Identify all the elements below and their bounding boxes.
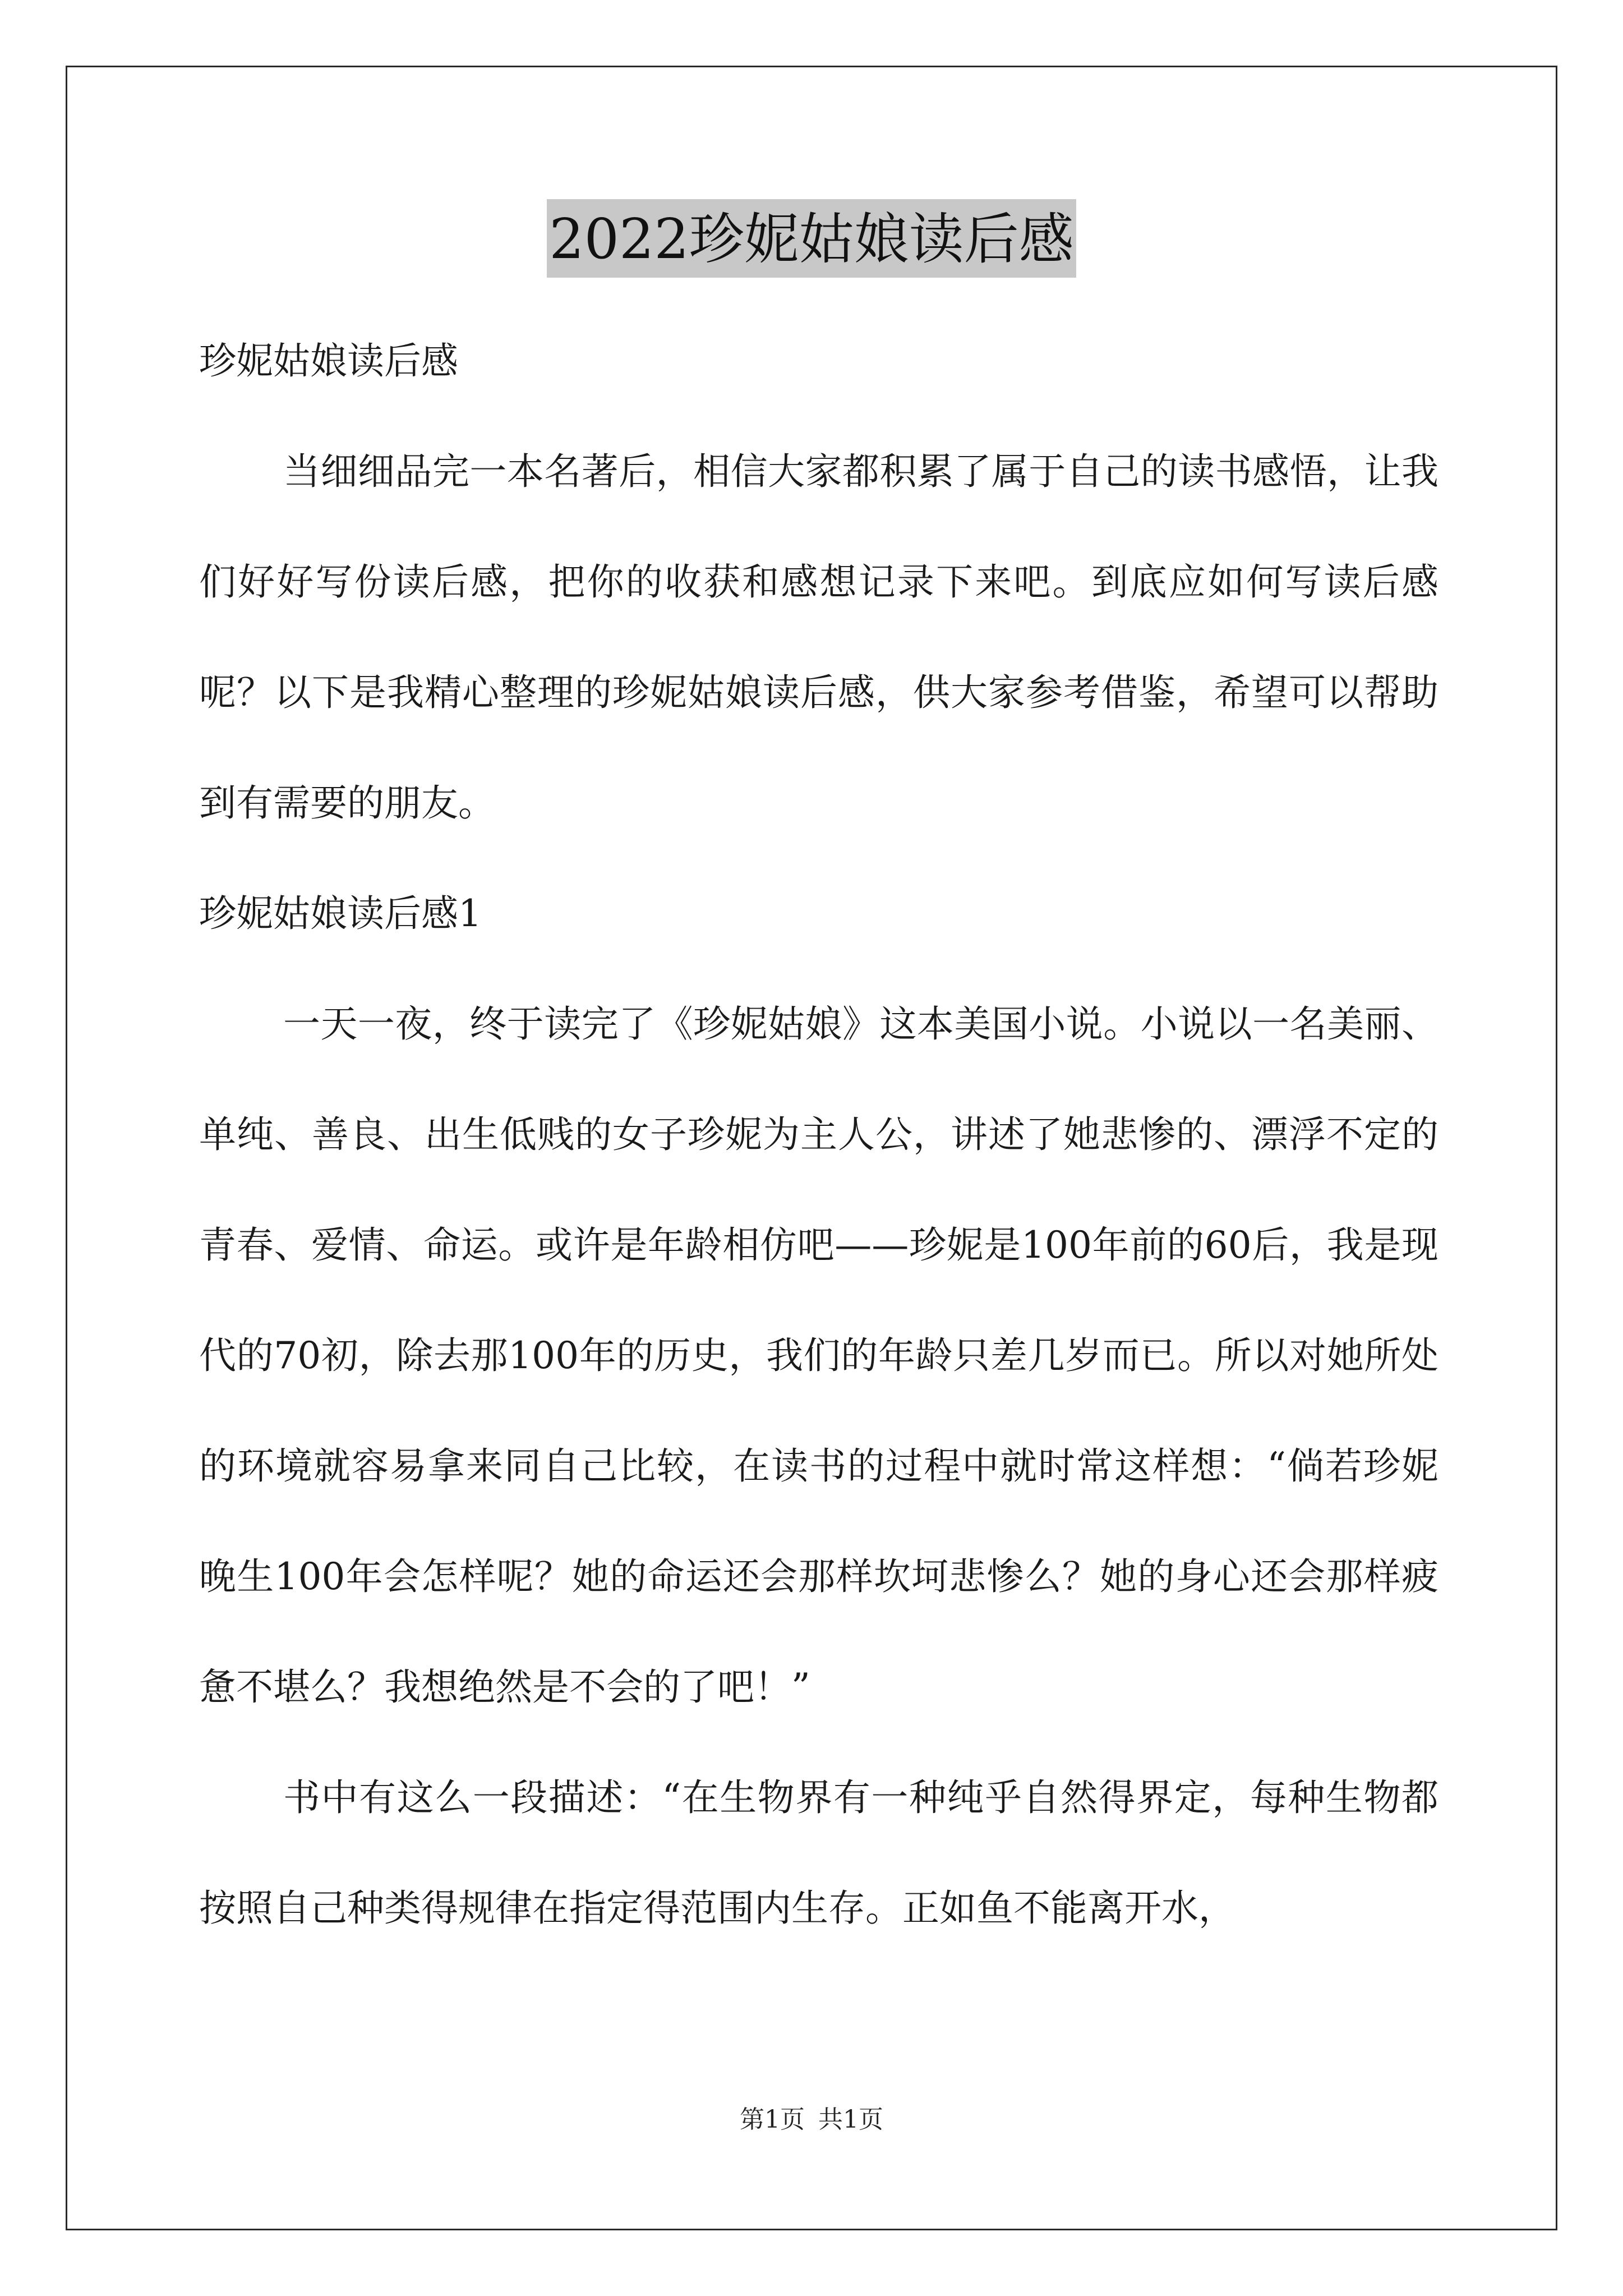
body-paragraph: 一天一夜，终于读完了《珍妮姑娘》这本美国小说。小说以一名美丽、单纯、善良、出生低贱的女子珍妮为主人公，讲述了她悲惨的、漂浮不定的青春、爱情、命运。或许是年龄相仿吧——珍妮是100年前的60后，我是现代的70初，除去那100年的历史，我们的年龄只差几岁而已。所以对她所处的环境就容易拿来同自己比较，在读书的过程中就时常这样想：“倘若珍妮晚生100年会怎样呢？她的命运还会那样坎坷悲惨么？她的身心还会那样疲惫不堪么？我想绝然是不会的了吧！” <box>199 1002 1438 1709</box>
body-paragraph: 书中有这么一段描述：“在生物界有一种纯乎自然得界定，每种生物都按照自己种类得规律在指定得范围内生存。正如鱼不能离开水， <box>199 1776 1438 1930</box>
page-footer <box>0 2099 1623 2135</box>
title-container <box>0 199 1623 278</box>
body-paragraph: 当细细品完一本名著后，相信大家都积累了属于自己的读书感悟，让我们好好写份读后感，把你的收获和感想记录下来吧。到底应如何写读后感呢？以下是我精心整理的珍妮姑娘读后感，供大家参考借鉴，希望可以帮助到有需要的朋友。 <box>199 450 1438 825</box>
section-heading: 珍妮姑娘读后感1 <box>199 892 482 935</box>
page-total: 共1页 <box>818 2105 883 2134</box>
document-body <box>199 306 1438 1963</box>
section-heading: 珍妮姑娘读后感 <box>199 339 458 383</box>
page-number: 第1页 <box>740 2105 805 2134</box>
document-title: 2022珍妮姑娘读后感 <box>547 199 1076 278</box>
